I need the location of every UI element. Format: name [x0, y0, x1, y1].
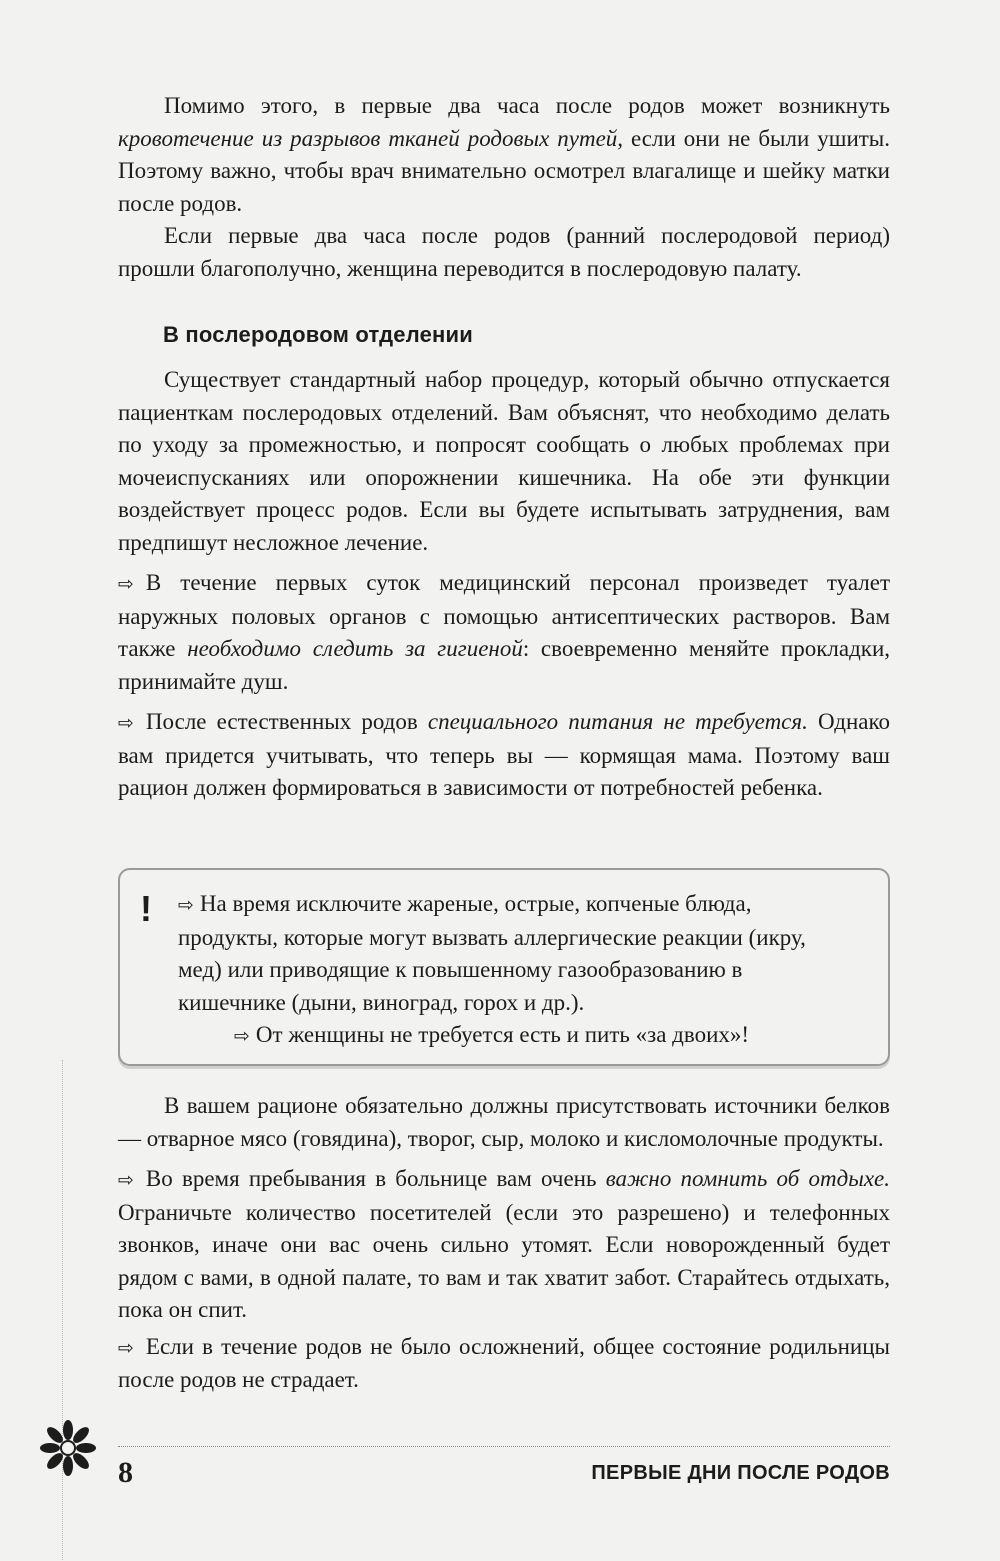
- bullet-hygiene: ⇨ В течение первых суток медицинский персонал произведет туалет наружных половых органов с помощью антисептических растворов. Вам также необходимо следить за гигиеной: своевременно меняйте прокладки, принимайте душ.: [118, 570, 891, 694]
- footer-rule: [118, 1446, 890, 1447]
- arrow-right-outline-icon: ⇨: [118, 573, 134, 595]
- paragraph-proteins: В вашем рационе обязательно должны присутствовать источники белков — отварное мясо (говядина), творог, сыр, молоко и кисломолочные продукты.: [118, 1093, 890, 1151]
- bullet-nutrition: ⇨ После естественных родов специального питания не требуется. Однако вам придется учитывать, что теперь вы — кормящая мама. Поэтому ваш рацион должен формироваться в зависимости от потребностей ребенка.: [118, 709, 890, 800]
- bullet-condition: ⇨ Если в течение родов не было осложнений, общее состояние родильницы после родов не страдает.: [118, 1333, 890, 1392]
- page-number: 8: [118, 1456, 133, 1489]
- flower-icon: [38, 1418, 98, 1478]
- arrow-right-outline-icon: ⇨: [118, 712, 134, 734]
- arrow-right-outline-icon: ⇨: [178, 894, 194, 916]
- intro-text: [118, 90, 890, 285]
- margin-dotted-line: [62, 1060, 63, 1560]
- arrow-right-outline-icon: ⇨: [118, 1336, 134, 1359]
- exclamation-icon: !: [140, 888, 152, 929]
- after-callout-text: [118, 1090, 890, 1397]
- running-title: ПЕРВЫЕ ДНИ ПОСЛЕ РОДОВ: [591, 1462, 890, 1484]
- paragraph-transfer: Если первые два часа после родов (ранний послеродовой период) прошли благополучно, женщина переводится в послеродовую палату.: [118, 223, 890, 281]
- arrow-right-outline-icon: ⇨: [234, 1025, 250, 1047]
- callout-item-diet: ⇨ На время исключите жареные, острые, копченые блюда, продукты, которые могут вызвать аллергические реакции (икру, мед) или приводящие к повышенному газообразованию в кишечнике (дыни, виноград, горох и др.).: [178, 891, 806, 1015]
- warning-callout: [118, 868, 890, 1066]
- bullet-rest: ⇨ Во время пребывания в больнице вам очень важно помнить об отдыхе. Ограничьте количество посетителей (если это разрешено) и телефонных звонков, иначе они вас очень сильно утомят. Если новорожденный будет рядом с вами, в одной палате, то вам и так хватит забот. Старайтесь отдыхать, пока он спит.: [118, 1166, 890, 1322]
- paragraph-bleeding: Помимо этого, в первые два часа после родов может возникнуть кровотечение из разрывов тканей родовых путей, если они не были ушиты. Поэтому важно, чтобы врач внимательно осмотрел влагалище и шейку матки после родов.: [118, 93, 891, 216]
- section-heading: В послеродовом отделении: [163, 322, 473, 347]
- arrow-right-outline-icon: ⇨: [118, 1169, 134, 1191]
- paragraph-procedures: Существует стандартный набор процедур, который обычно отпускается пациенткам послеродовых отделений. Вам объяснят, что необходимо делать по уходу за промежностью, и попросят сообщать о любых проблемах при мочеиспусканиях или опорожнении кишечника. На обе эти функции воздействует процесс родов. Если вы будете испытывать затруднения, вам предпишут несложное лечение.: [118, 367, 890, 555]
- callout-item-portions: ⇨ От женщины не требуется есть и пить «за двоих»!: [234, 1022, 750, 1047]
- callout-text: [178, 888, 850, 1053]
- section-text: [118, 364, 890, 805]
